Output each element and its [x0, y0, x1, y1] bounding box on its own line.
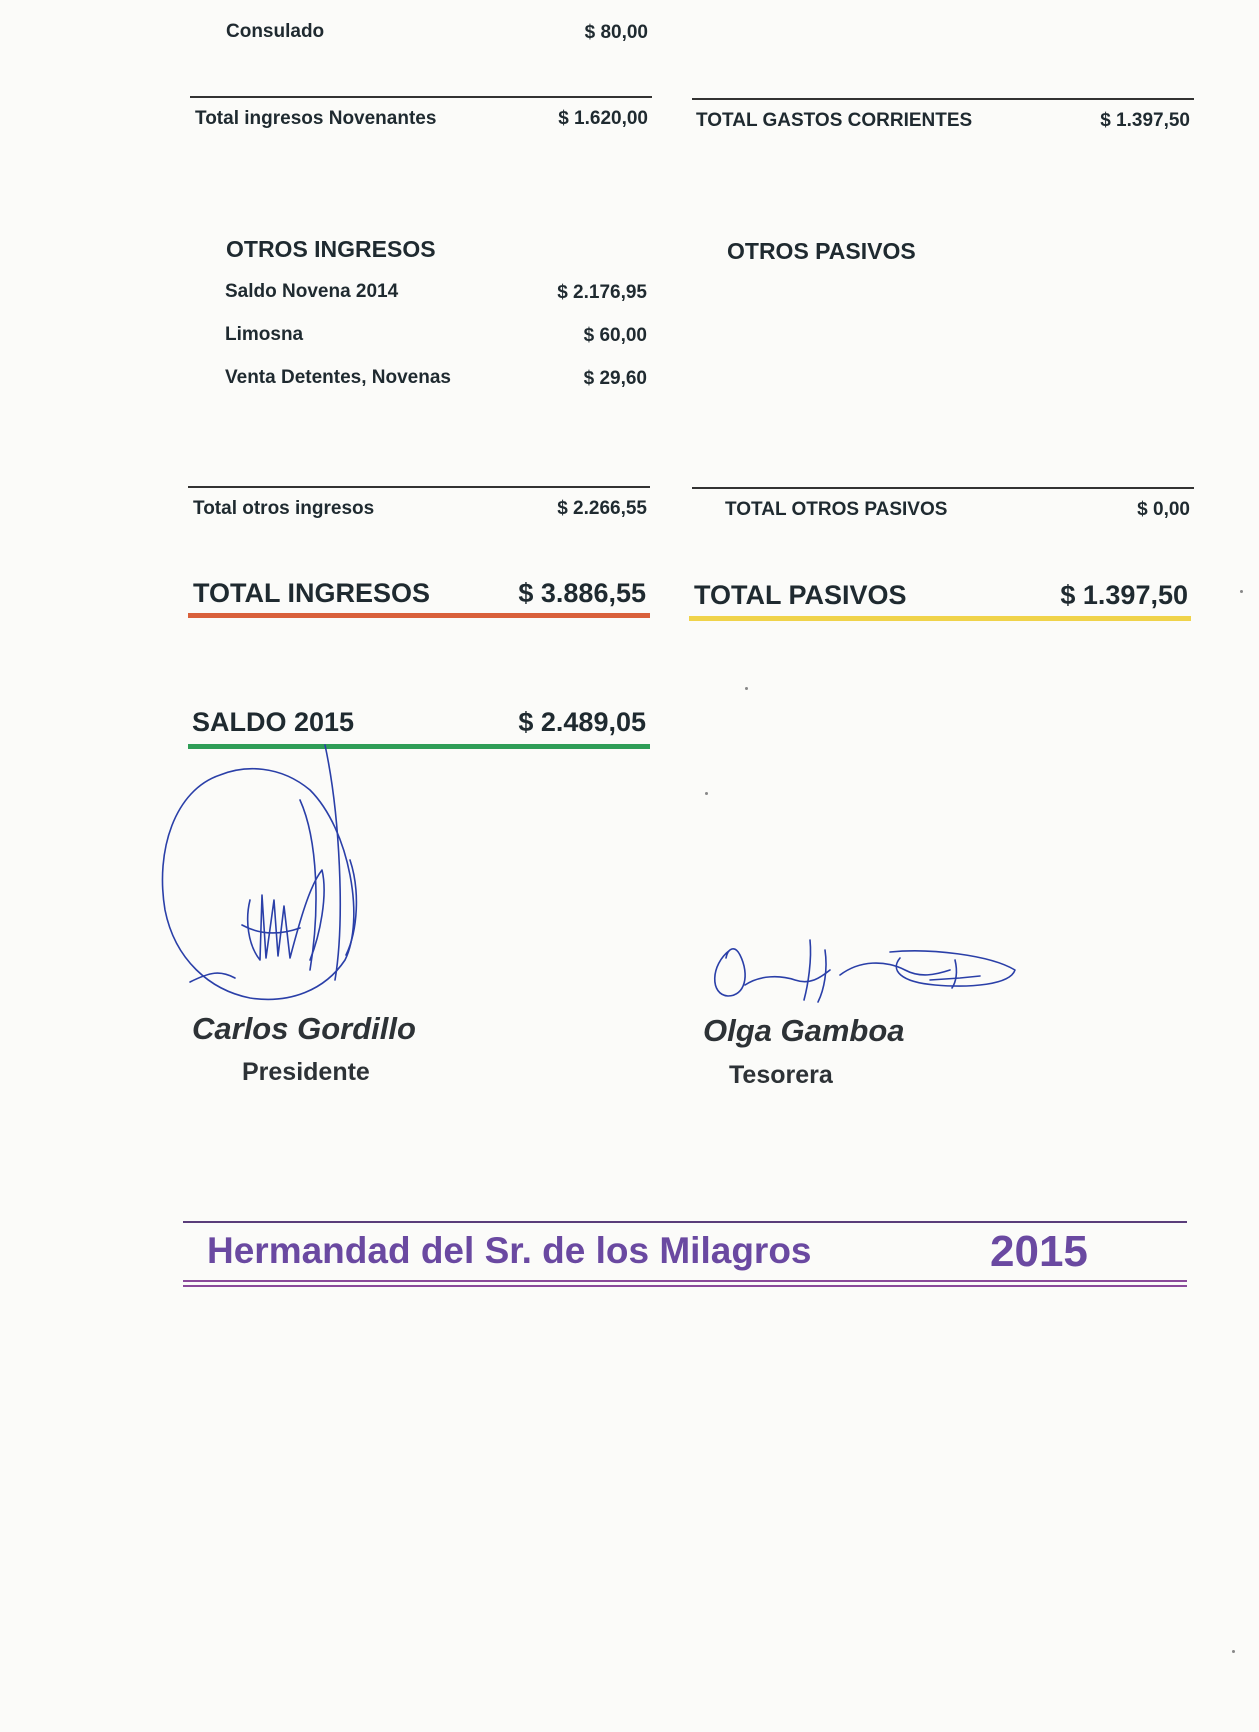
scan-speck	[1240, 590, 1243, 593]
otros-ingresos-item-label: Limosna	[225, 324, 304, 345]
footer-bottom-rule-2	[183, 1285, 1187, 1287]
total-pasivos-label: TOTAL PASIVOS	[694, 580, 907, 610]
treasurer-name: Olga Gamboa	[703, 1013, 905, 1048]
total-pasivos-underline	[689, 616, 1191, 621]
president-name: Carlos Gordillo	[192, 1011, 416, 1046]
otros-ingresos-rule	[188, 486, 650, 488]
otros-ingresos-item-label: Venta Detentes, Novenas	[225, 367, 451, 388]
total-novenantes-label: Total ingresos Novenantes	[195, 108, 437, 129]
otros-ingresos-heading: OTROS INGRESOS	[226, 236, 436, 262]
president-role: Presidente	[242, 1058, 370, 1086]
footer-top-rule	[183, 1221, 1187, 1223]
otros-pasivos-heading: OTROS PASIVOS	[727, 238, 916, 264]
saldo-value: $ 2.489,05	[518, 707, 646, 737]
footer-bottom-rule-1	[183, 1280, 1187, 1282]
total-gastos-label: TOTAL GASTOS CORRIENTES	[696, 110, 973, 131]
otros-ingresos-item-value: $ 29,60	[583, 368, 647, 389]
total-otros-pasivos-value: $ 0,00	[1137, 499, 1190, 520]
treasurer-role: Tesorera	[729, 1061, 833, 1089]
footer-title: Hermandad del Sr. de los Milagros	[207, 1230, 812, 1271]
total-ingresos-label: TOTAL INGRESOS	[193, 578, 431, 608]
consulado-value: $ 80,00	[584, 22, 648, 43]
treasurer-signature	[700, 930, 1030, 1010]
footer-year: 2015	[990, 1227, 1088, 1276]
total-ingresos-underline	[188, 613, 650, 618]
gastos-rule	[692, 98, 1194, 100]
scan-speck	[705, 792, 708, 795]
total-ingresos-value: $ 3.886,55	[518, 578, 646, 608]
novenantes-rule	[190, 96, 652, 98]
total-gastos-value: $ 1.397,50	[1100, 110, 1190, 131]
otros-ingresos-item-label: Saldo Novena 2014	[225, 281, 399, 302]
otros-pasivos-rule	[692, 487, 1194, 489]
scan-speck	[745, 687, 748, 690]
president-signature	[150, 720, 410, 1040]
total-otros-ingresos-value: $ 2.266,55	[557, 498, 647, 519]
total-pasivos-value: $ 1.397,50	[1060, 580, 1188, 610]
scan-speck	[1232, 1650, 1235, 1653]
saldo-label: SALDO 2015	[192, 707, 355, 737]
total-novenantes-value: $ 1.620,00	[558, 108, 648, 129]
consulado-label: Consulado	[226, 21, 325, 42]
otros-ingresos-item-value: $ 60,00	[583, 325, 647, 346]
total-otros-pasivos-label: TOTAL OTROS PASIVOS	[725, 499, 948, 520]
total-otros-ingresos-label: Total otros ingresos	[193, 498, 375, 519]
otros-ingresos-item-value: $ 2.176,95	[557, 282, 647, 303]
